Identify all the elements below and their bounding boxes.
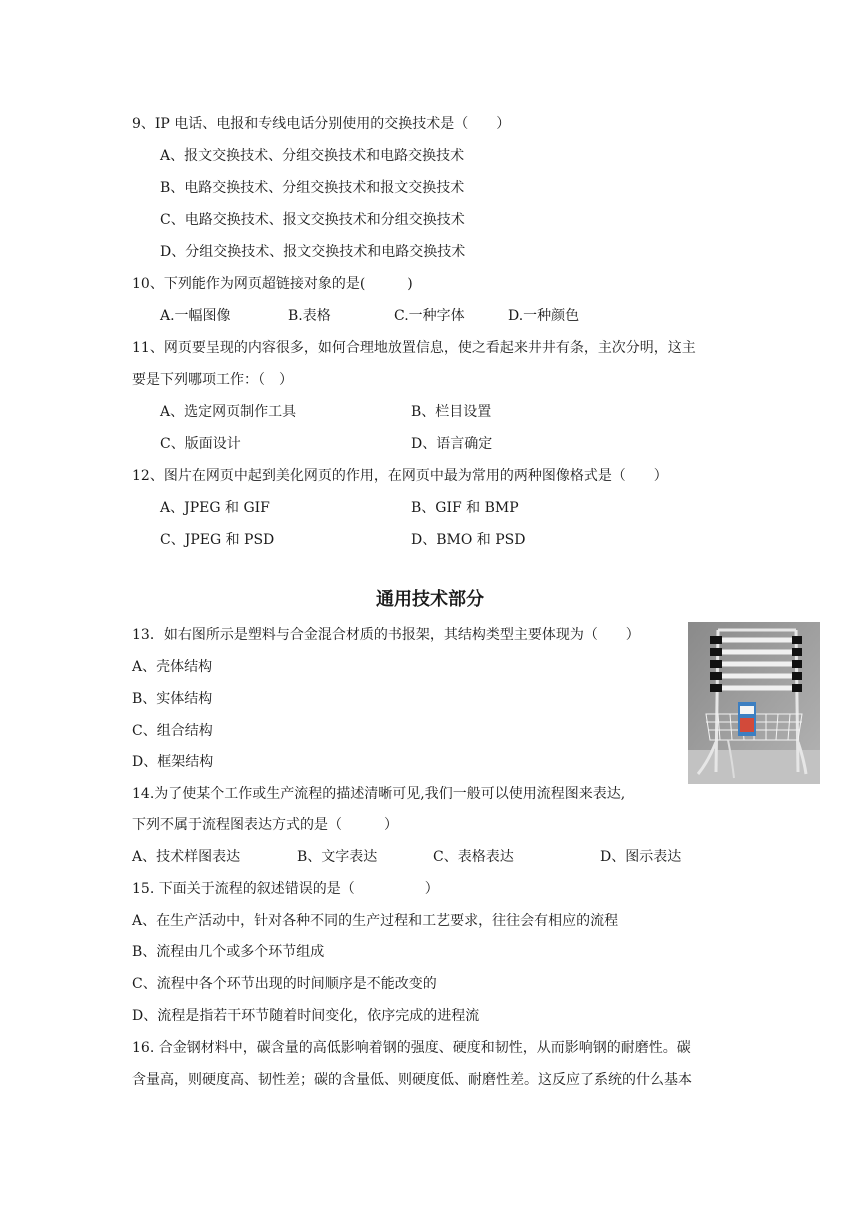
q14-option-c: C、表格表达: [433, 849, 514, 865]
q12-option-d: D、BMO 和 PSD: [411, 532, 526, 548]
q11-option-d: D、语言确定: [411, 436, 493, 452]
q11-option-c: C、版面设计: [160, 436, 241, 452]
q15-option-b: B、流程由几个或多个环节组成: [132, 944, 325, 960]
q9-option-c: C、电路交换技术、报文交换技术和分组交换技术: [160, 212, 465, 228]
q11-option-a: A、选定网页制作工具: [160, 404, 297, 420]
q9-stem: 9、IP 电话、电报和专线电话分别使用的交换技术是（ ）: [132, 116, 511, 132]
magazine-rack-photo: [688, 622, 820, 784]
q13-option-d: D、框架结构: [132, 754, 214, 770]
q12-stem: 12、图片在网页中起到美化网页的作用，在网页中最为常用的两种图像格式是（ ）: [132, 468, 668, 484]
section-title: 通用技术部分: [376, 589, 484, 610]
q11-option-b: B、栏目设置: [411, 404, 492, 420]
q10-option-b: B.表格: [288, 308, 331, 324]
q15-option-a: A、在生产活动中，针对各种不同的生产过程和工艺要求，往往会有相应的流程: [132, 913, 619, 929]
q16-stem-line2: 含量高，则硬度高、韧性差；碳的含量低、则硬度低、耐磨性差。这反应了系统的什么基本: [132, 1072, 692, 1088]
q15-stem: 15. 下面关于流程的叙述错误的是（ ）: [132, 881, 439, 897]
q15-option-d: D、流程是指若干环节随着时间变化，依序完成的进程流: [132, 1008, 480, 1024]
q11-stem-line1: 11、网页要呈现的内容很多，如何合理地放置信息，使之看起来井井有条，主次分明，这主: [132, 340, 696, 356]
q13-option-a: A、壳体结构: [132, 659, 213, 675]
q14-option-b: B、文字表达: [297, 849, 378, 865]
q12-option-a: A、JPEG 和 GIF: [160, 500, 270, 516]
q10-option-c: C.一种字体: [394, 308, 465, 324]
q13-stem: 13．如右图所示是塑料与合金混合材质的书报架，其结构类型主要体现为（ ）: [132, 627, 640, 643]
q13-option-c: C、组合结构: [132, 723, 213, 739]
q12-option-c: C、JPEG 和 PSD: [160, 532, 275, 548]
q9-option-b: B、电路交换技术、分组交换技术和报文交换技术: [160, 180, 465, 196]
q14-option-a: A、技术样图表达: [132, 849, 241, 865]
q13-option-b: B、实体结构: [132, 691, 213, 707]
q9-option-d: D、分组交换技术、报文交换技术和电路交换技术: [160, 244, 466, 260]
q14-stem-line1: 14.为了使某个工作或生产流程的描述清晰可见,我们一般可以使用流程图来表达,: [132, 786, 626, 802]
q16-stem-line1: 16. 合金钢材料中，碳含量的高低影响着钢的强度、硬度和韧性，从而影响钢的耐磨性。碳: [132, 1040, 691, 1056]
q14-stem-line2: 下列不属于流程图表达方式的是（ ）: [132, 817, 398, 833]
q9-option-a: A、报文交换技术、分组交换技术和电路交换技术: [160, 148, 465, 164]
q15-option-c: C、流程中各个环节出现的时间顺序是不能改变的: [132, 976, 437, 992]
q11-stem-line2: 要是下列哪项工作：（ ）: [132, 372, 293, 388]
q10-stem: 10、下列能作为网页超链接对象的是( ): [132, 276, 413, 292]
q14-option-d: D、图示表达: [600, 849, 682, 865]
q12-option-b: B、GIF 和 BMP: [411, 500, 519, 516]
q10-option-d: D.一种颜色: [508, 308, 580, 324]
q10-option-a: A.一幅图像: [160, 308, 231, 324]
